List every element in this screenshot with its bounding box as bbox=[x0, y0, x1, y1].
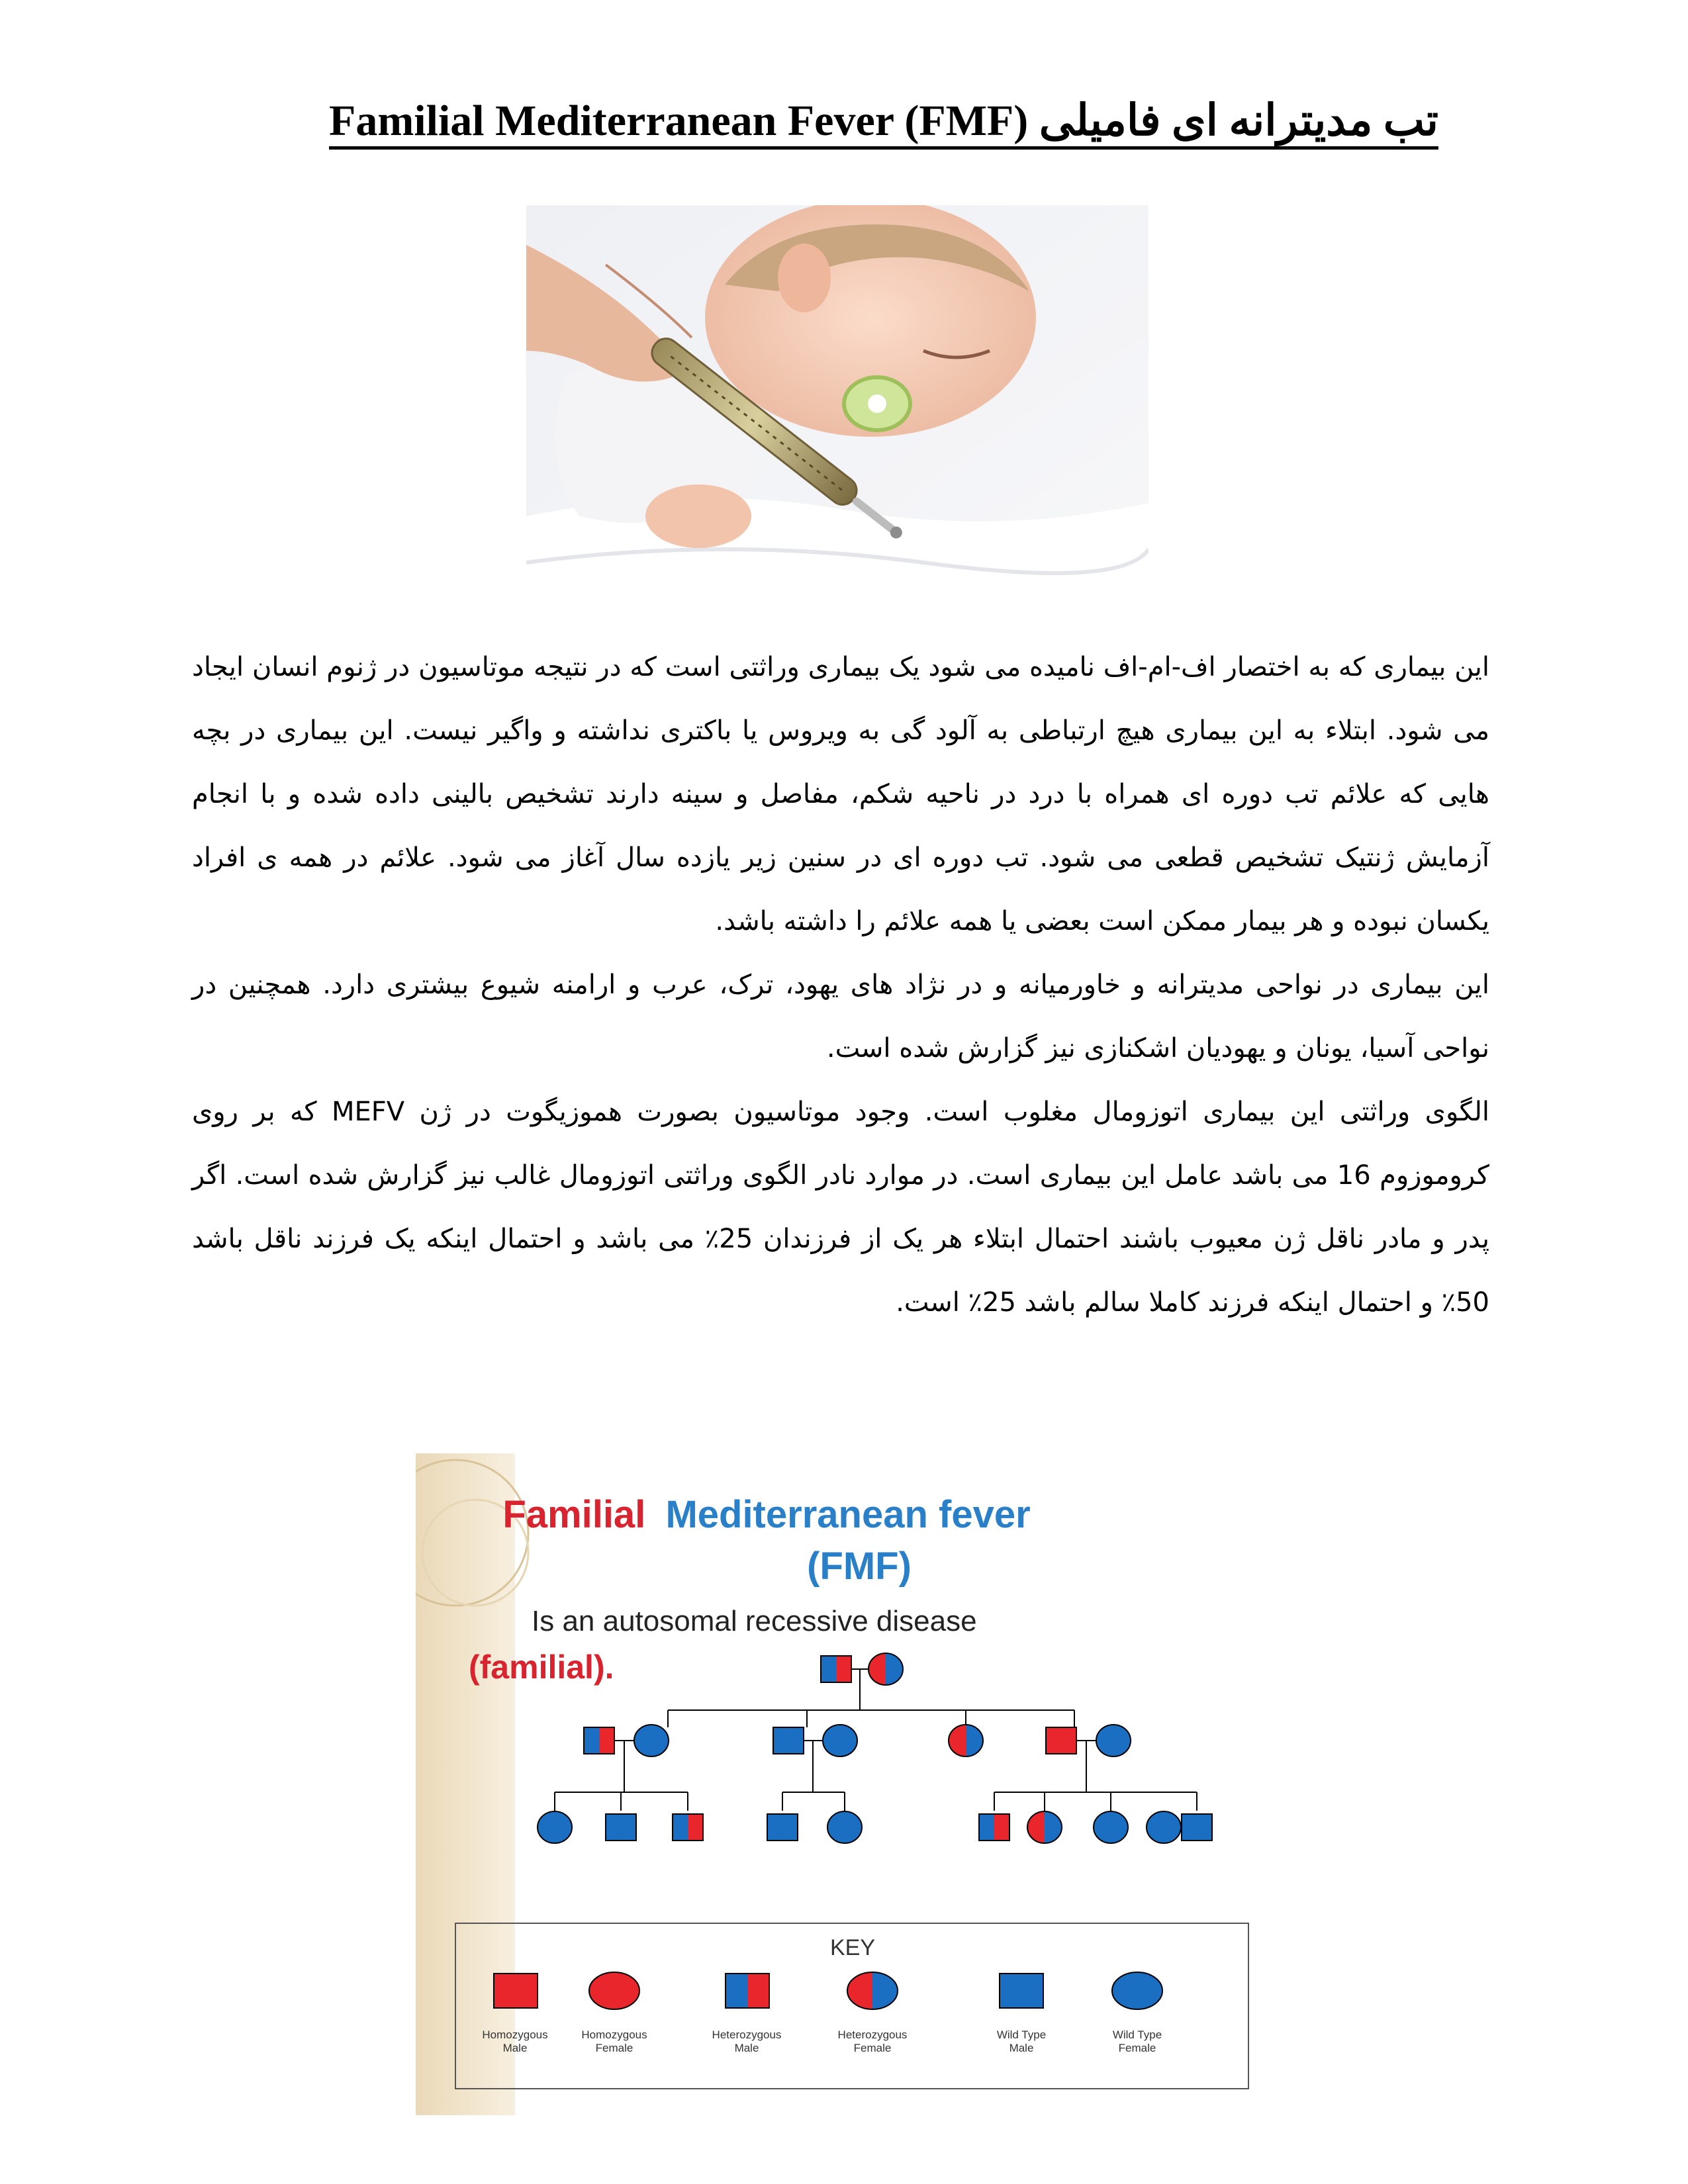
pedigree-female-wildtype bbox=[538, 1811, 572, 1843]
slide-decor-strip bbox=[416, 1453, 515, 2115]
key-label-1b: Male bbox=[502, 2042, 528, 2054]
pedigree-male-wildtype bbox=[1182, 1814, 1212, 1841]
key-label-4a: Heterozygous bbox=[837, 2028, 908, 2041]
key-symbol-homozygous-female bbox=[589, 1972, 639, 2009]
pedigree-male-heterozygous bbox=[979, 1814, 1009, 1841]
fever-photo bbox=[526, 205, 1149, 623]
pedigree-female-heterozygous bbox=[1027, 1811, 1062, 1843]
key-label-2b: Female bbox=[595, 2042, 633, 2054]
key-label-2a: Homozygous bbox=[581, 2028, 647, 2041]
pedigree-male-heterozygous bbox=[584, 1727, 614, 1754]
key-title: KEY bbox=[829, 1935, 876, 1960]
paragraph-2: این بیماری در نواحی مدیترانه و خاورمیانه و در نژاد های یهود، ترک، عرب و ارامنه شیوع بیشتری دارد. همچنین در نواحی آسیا، یونان و یهودیان اشکنازی نیز گزارش شده است. bbox=[192, 970, 1489, 1064]
pedigree-female-wildtype bbox=[827, 1811, 862, 1843]
slide-subtitle: Is an autosomal recessive disease bbox=[532, 1605, 977, 1637]
paragraph-3: الگوی وراثتی این بیماری اتوزومال مغلوب است. وجود موتاسیون بصورت هموزیگوت در ژن MEFV که بر روی کروموزوم 16 می باشد عامل این بیماری است. در موارد نادر الگوی وراثتی اتوزومال غالب نیز گزارش شده است. اگر پدر و مادر ناقل ژن معیوب باشند احتمال ابتلاء هر یک از فرزندان 25٪ می باشد و احتمال اینکه یک فرزند ناقل باشد 50٪ و احتمال اینکه فرزند کاملا سالم باشد 25٪ است. bbox=[192, 1097, 1490, 1318]
pedigree-male-heterozygous bbox=[673, 1814, 703, 1841]
key-symbol-homozygous-male bbox=[494, 1974, 538, 2008]
key-symbol-heterozygous-female bbox=[847, 1972, 898, 2009]
pedigree-male-wildtype bbox=[767, 1814, 798, 1841]
key-symbol-heterozygous-male bbox=[726, 1974, 769, 2008]
key-symbol-wildtype-male bbox=[1000, 1974, 1043, 2008]
key-label-4b: Female bbox=[853, 2042, 892, 2054]
pedigree-female-wildtype bbox=[1096, 1725, 1131, 1756]
slide-title-part1: Familial bbox=[502, 1493, 646, 1536]
key-label-5b: Male bbox=[1009, 2042, 1034, 2054]
pedigree-female-wildtype bbox=[1094, 1811, 1128, 1843]
slide-title-line2: (FMF) bbox=[807, 1545, 912, 1588]
key-label-1a: Homozygous bbox=[482, 2028, 548, 2041]
pedigree-male-heterozygous bbox=[821, 1656, 851, 1682]
svg-text:Familial Mediterranean f bbox=[502, 1493, 1030, 1536]
key-label-6b: Female bbox=[1118, 2042, 1156, 2054]
pedigree-male-homozygous bbox=[1046, 1727, 1076, 1754]
key-label-3a: Heterozygous bbox=[712, 2028, 782, 2041]
slide-title-part2: Mediterranean fever bbox=[665, 1493, 1031, 1536]
pedigree-female-heterozygous bbox=[868, 1653, 903, 1685]
key-label-5a: Wild Type bbox=[996, 2028, 1047, 2041]
article-body bbox=[192, 635, 1489, 1334]
pedigree-female-wildtype bbox=[634, 1725, 669, 1756]
pedigree-male-wildtype bbox=[773, 1727, 804, 1754]
pedigree-female-heterozygous bbox=[949, 1725, 983, 1756]
key-symbol-wildtype-female bbox=[1112, 1972, 1162, 2009]
page-title bbox=[285, 91, 1483, 151]
pedigree-male-wildtype bbox=[606, 1814, 636, 1841]
pedigree-slide bbox=[416, 1453, 1283, 2115]
key-label-6a: Wild Type bbox=[1112, 2028, 1162, 2041]
pedigree-female-wildtype bbox=[1147, 1811, 1181, 1843]
key-label-3b: Male bbox=[734, 2042, 759, 2054]
pedigree-female-wildtype bbox=[823, 1725, 857, 1756]
paragraph-1: این بیماری که به اختصار اف-ام-اف نامیده می شود یک بیماری وراثتی است که در نتیجه موتاسیون در ژنوم انسان ایجاد می شود. ابتلاء به این بیماری هیچ ارتباطی به آلود گی به ویروس یا باکتری نداشته و واگیر نیست. این بیماری در بچه هایی که علائم تب دوره ای همراه با درد در ناحیه شکم، مفاصل و سینه دارند تشخیص بالینی داده شده و با انجام آزمایش ژنتیک تشخیص قطعی می شود. تب دوره ای در سنین زیر یازده سال آغاز می شود. علائم در همه ی افراد یکسان نبوده و هر بیمار ممکن است بعضی یا همه علائم را داشته باشد. bbox=[192, 652, 1489, 936]
page-title-text: Familial Mediterranean Fever (FMF) تب مدیترانه ای فامیلی bbox=[329, 97, 1438, 150]
slide-subtitle-2: (familial). bbox=[469, 1649, 614, 1686]
